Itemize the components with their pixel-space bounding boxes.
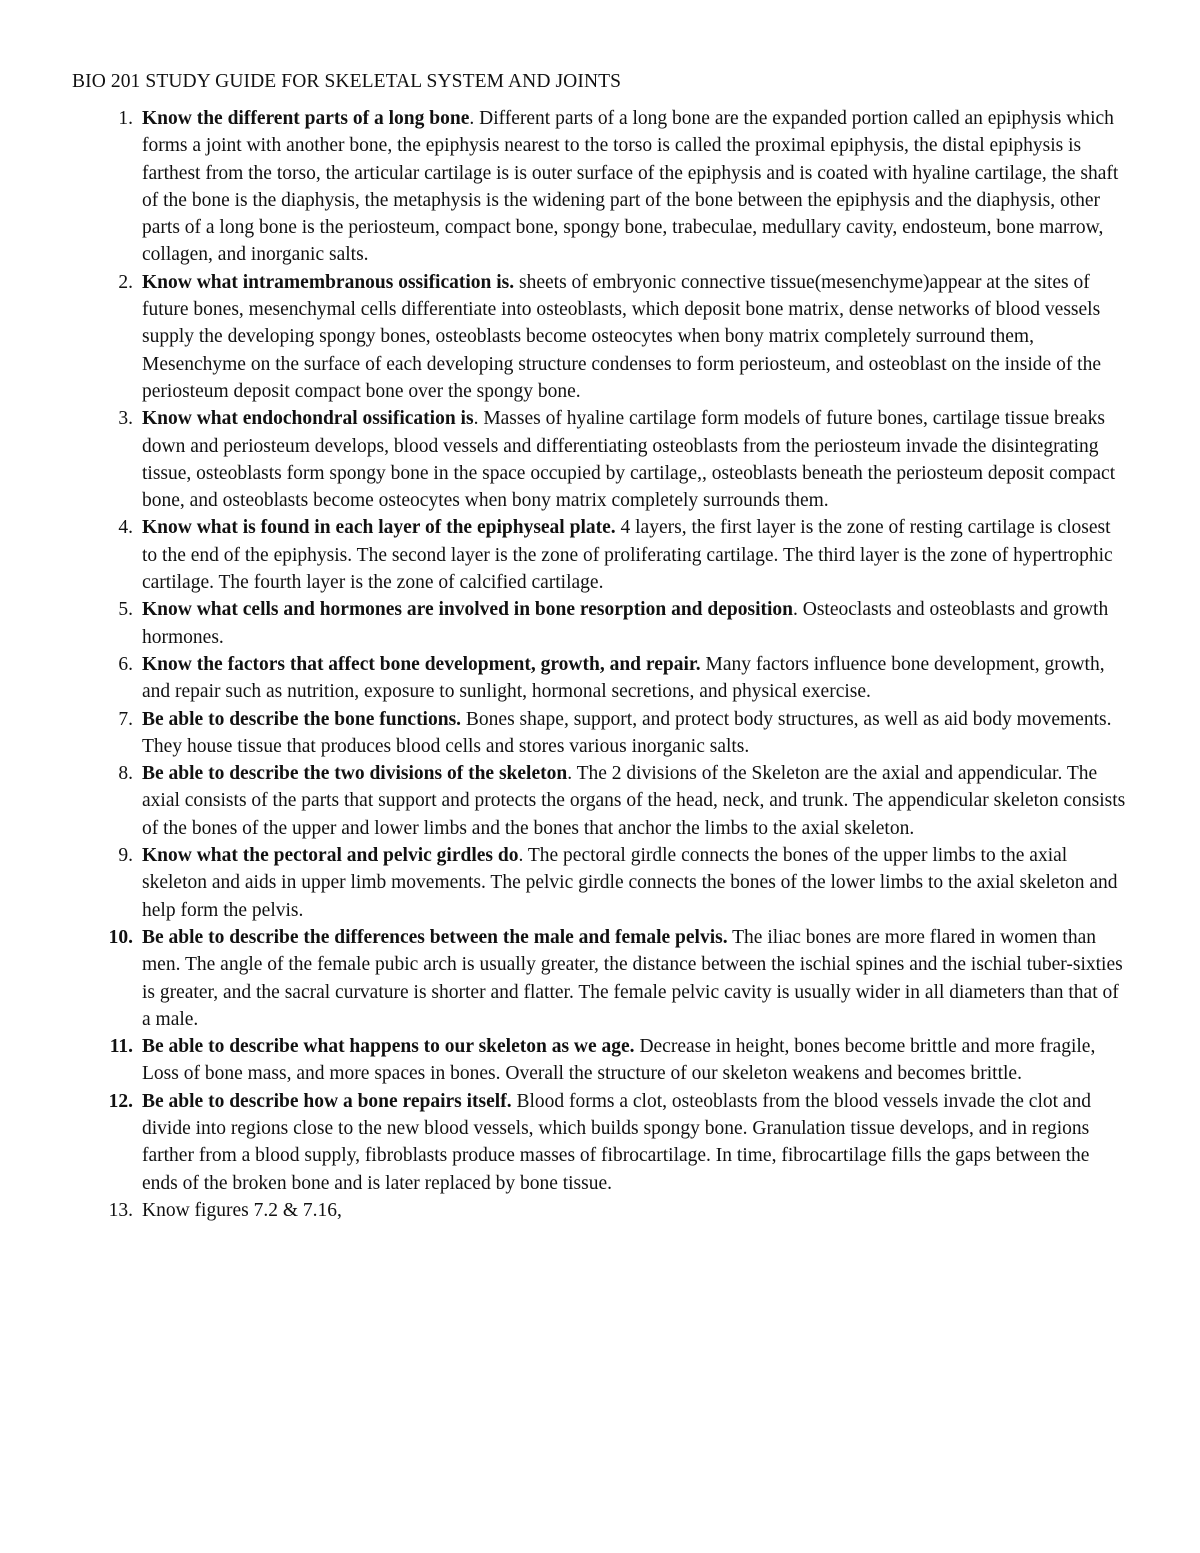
item-question: Be able to describe what happens to our skeleton as we age. <box>142 1036 635 1058</box>
item-answer: Many factors influence bone development, growth, and repair such as nutrition, exposure to sunlight, hormonal secretions, and physical exercise. <box>142 653 1105 703</box>
list-item-5 <box>72 596 1130 651</box>
item-question: Know the factors that affect bone development, growth, and repair. <box>142 653 701 675</box>
list-item-3 <box>72 405 1130 514</box>
item-text <box>142 706 1130 761</box>
item-question: Know what the pectoral and pelvic girdles do <box>142 845 519 867</box>
item-answer: . The pectoral girdle connects the bones of the upper limbs to the axial skeleton and aids in upper limb movements. The pelvic girdle connects the bones of the lower limbs to the axial skeleton and help form the pelvis. <box>142 845 1118 921</box>
item-text <box>142 105 1130 269</box>
item-text <box>142 596 1130 651</box>
list-item-4 <box>72 514 1130 596</box>
item-question: Be able to describe the bone functions. <box>142 708 462 730</box>
item-question: Know the different parts of a long bone <box>142 108 470 129</box>
item-number: 7. <box>118 708 133 730</box>
item-text <box>142 405 1130 514</box>
item-text <box>142 514 1130 596</box>
item-number: 1. <box>118 108 133 129</box>
item-text <box>142 924 1130 1033</box>
list-item-8 <box>72 760 1130 842</box>
item-text <box>142 760 1130 842</box>
item-text <box>142 1088 1130 1197</box>
item-question: Be able to describe the two divisions of the skeleton <box>142 763 568 785</box>
item-text <box>142 651 1130 706</box>
item-answer: 4 layers, the first layer is the zone of resting cartilage is closest to the end of the epiphysis. The second layer is the zone of proliferating cartilage. The third layer is the zone of hypertrophic cartilage. The fourth layer is the zone of calcified cartilage. <box>142 517 1113 594</box>
item-question: Be able to describe how a bone repairs itself. <box>142 1090 512 1112</box>
item-number: 10. <box>108 926 133 948</box>
list-item-1 <box>72 105 1130 269</box>
list-item-12 <box>72 1088 1130 1197</box>
item-number: 2. <box>118 271 133 293</box>
item-answer: sheets of embryonic connective tissue(mesenchyme)appear at the sites of future bones, mesenchymal cells differentiate into osteoblasts, which deposit bone matrix, dense networks of blood vessels supply the developing spongy bones, osteoblasts become osteocytes when bony matrix completely surround them, Mesenchyme on the surface of each developing structure condenses to form periosteum, and osteoblast on the inside of the periosteum deposit compact bone over the spongy bone. <box>142 271 1102 402</box>
item-question: Know what intramembranous ossification is. <box>142 271 515 293</box>
item-question: Know what cells and hormones are involved in bone resorption and deposition <box>142 599 793 621</box>
item-answer: . The 2 divisions of the Skeleton are the axial and appendicular. The axial consists of the parts that support and protects the organs of the head, neck, and trunk. The appendicular skeleton consists of the bones of the upper and lower limbs and the bones that anchor the limbs to the axial skeleton. <box>142 763 1126 839</box>
item-answer: Know figures 7.2 & 7.16, <box>142 1199 342 1221</box>
list-item-6 <box>72 651 1130 706</box>
list-item-13 <box>72 1197 1130 1224</box>
item-number: 9. <box>118 845 133 867</box>
item-text <box>142 269 1130 405</box>
item-answer: Bones shape, support, and protect body structures, as well as aid body movements. They house tissue that produces blood cells and stores various inorganic salts. <box>142 708 1112 757</box>
item-text <box>142 1197 1130 1224</box>
list-item-11 <box>72 1033 1130 1088</box>
item-answer: . Different parts of a long bone are the expanded portion called an epiphysis which forms a joint with another bone, the epiphysis nearest to the torso is called the proximal epiphysis, the distal epiphysis is farthest from the torso, the articular cartilage is is outer surface of the epiphysis and is coated with hyaline cartilage, the shaft of the bone is the diaphysis, the metaphysis is the widening part of the bone between the epiphysis and the diaphysis, other parts of a long bone is the periosteum, compact bone, spongy bone, trabeculae, medullary cavity, endosteum, bone marrow, collagen, and inorganic salts. <box>142 108 1119 266</box>
item-number: 4. <box>118 517 133 539</box>
item-text <box>142 842 1130 924</box>
item-answer: Blood forms a clot, osteoblasts from the blood vessels invade the clot and divide into regions close to the new blood vessels, which builds spongy bone. Granulation tissue develops, and in regions farther from a blood supply, fibroblasts produce masses of fibrocartilage. In time, fibrocartilage fills the gaps between the ends of the broken bone and is later replaced by bone tissue. <box>142 1090 1092 1194</box>
item-number: 11. <box>109 1036 133 1058</box>
item-question: Know what endochondral ossification is <box>142 408 474 430</box>
item-number: 8. <box>118 763 133 785</box>
item-question: Be able to describe the differences between the male and female pelvis. <box>142 926 728 948</box>
study-guide-list <box>72 105 1130 1224</box>
item-answer: . Masses of hyaline cartilage form models of future bones, cartilage tissue breaks down and periosteum develops, blood vessels and differentiating osteoblasts from the periosteum invade the disintegrating tissue, osteoblasts form spongy bone in the space occupied by cartilage,, osteoblasts beneath the periosteum deposit compact bone, and osteoblasts become osteocytes when bony matrix completely surrounds them. <box>142 408 1116 512</box>
item-number: 3. <box>118 408 133 430</box>
item-number: 5. <box>118 599 133 621</box>
list-item-7 <box>72 706 1130 761</box>
list-item-9 <box>72 842 1130 924</box>
document-title: BIO 201 STUDY GUIDE FOR SKELETAL SYSTEM AND JOINTS <box>72 71 622 92</box>
item-answer: . Osteoclasts and osteoblasts and growth hormones. <box>142 599 1109 648</box>
item-question: Know what is found in each layer of the epiphyseal plate. <box>142 517 616 539</box>
item-number: 6. <box>118 653 133 675</box>
item-answer: The iliac bones are more flared in women than men. The angle of the female pubic arch is usually greater, the distance between the ischial spines and the ischial tuber-sixties is greater, and the sacral curvature is shorter and flatter. The female pelvic cavity is usually wider in all diameters than that of a male. <box>142 926 1123 1030</box>
list-item-10 <box>72 924 1130 1033</box>
list-item-2 <box>72 269 1130 405</box>
item-text <box>142 1033 1130 1088</box>
item-answer: Decrease in height, bones become brittle and more fragile, Loss of bone mass, and more spaces in bones. Overall the structure of our skeleton weakens and becomes brittle. <box>142 1036 1096 1085</box>
item-number: 12. <box>108 1090 133 1112</box>
item-number: 13. <box>108 1199 133 1221</box>
